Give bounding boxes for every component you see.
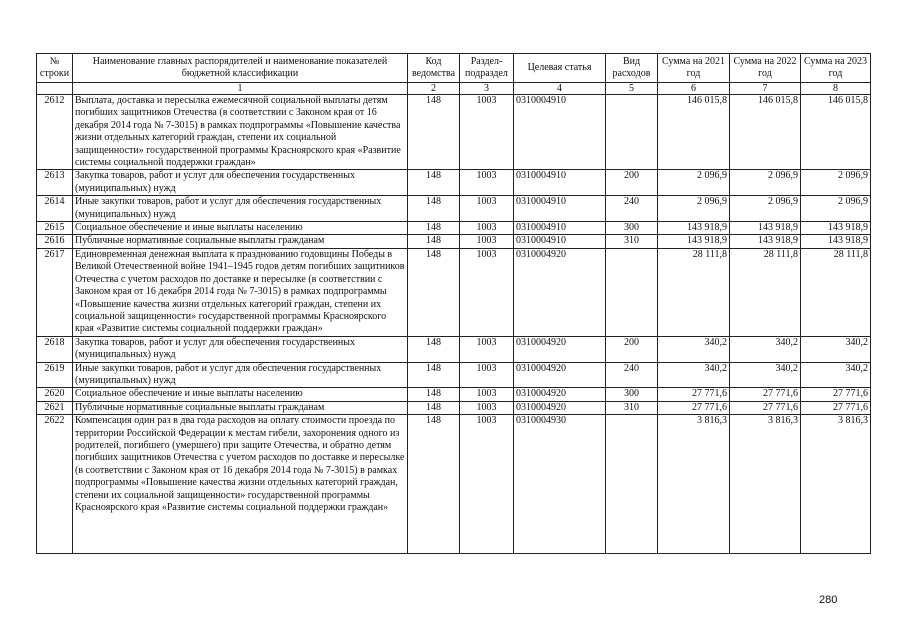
column-number: 6 — [658, 83, 730, 95]
sum-2023: 3 816,3 — [801, 415, 871, 554]
row-name: Закупка товаров, работ и услуг для обеспечения государственных (муниципальных) нужд — [73, 170, 408, 196]
sum-2023: 340,2 — [801, 336, 871, 362]
sum-2022: 340,2 — [730, 336, 801, 362]
section-code: 1003 — [460, 388, 514, 401]
budget-table — [36, 53, 871, 554]
row-name: Социальное обеспечение и иные выплаты населению — [73, 388, 408, 401]
header-sum-2021: Сумма на 2021 год — [658, 54, 730, 83]
table-row — [37, 362, 871, 388]
sum-2022: 27 771,6 — [730, 401, 801, 414]
column-number: 1 — [73, 83, 408, 95]
line-number: 2616 — [37, 235, 73, 248]
expense-type: 300 — [606, 388, 658, 401]
line-number: 2618 — [37, 336, 73, 362]
expense-type — [606, 415, 658, 554]
sum-2023: 2 096,9 — [801, 170, 871, 196]
sum-2022: 27 771,6 — [730, 388, 801, 401]
header-section: Раздел-подраздел — [460, 54, 514, 83]
table-row — [37, 196, 871, 222]
row-name: Единовременная денежная выплата к празднованию годовщины Победы в Великой Отечественной войне 1941–1945 годов детям погибших защитников Отечества с учетом расходов по доставке и пересылке (в соответствии с Законом края от 16 декабря 2014 года № 7-3015) в рамках подпрограммы «Повышение качества жизни отдельных категорий граждан, степени их социальной защищенности» государственной программы Красноярского края «Развитие системы социальной поддержки граждан» — [73, 248, 408, 336]
column-number-row — [37, 83, 871, 95]
sum-2023: 143 918,9 — [801, 222, 871, 235]
row-name: Компенсация один раз в два года расходов на оплату стоимости проезда по территории Российской Федерации к местам гибели, захоронения одного из родителей, погибшего (умершего) при защите Отечества, и обратно детям погибших защитников Отечества с учетом расходов по доставке и пересылке (в соответствии с Законом края от 16 декабря 2014 года № 7-3015) в рамках подпрограммы «Повышение качества жизни отдельных категорий граждан, степени их социальной защищенности» государственной программы Красноярского края «Развитие системы социальной поддержки граждан» — [73, 415, 408, 554]
row-name: Социальное обеспечение и иные выплаты населению — [73, 222, 408, 235]
header-sum-2022: Сумма на 2022 год — [730, 54, 801, 83]
dept-code: 148 — [408, 222, 460, 235]
target-item: 0310004930 — [514, 415, 606, 554]
expense-type: 310 — [606, 401, 658, 414]
section-code: 1003 — [460, 170, 514, 196]
line-number: 2612 — [37, 95, 73, 170]
line-number: 2614 — [37, 196, 73, 222]
section-code: 1003 — [460, 235, 514, 248]
header-line-no: № строки — [37, 54, 73, 83]
sum-2021: 340,2 — [658, 336, 730, 362]
column-number: 3 — [460, 83, 514, 95]
sum-2023: 27 771,6 — [801, 388, 871, 401]
target-item: 0310004910 — [514, 170, 606, 196]
line-number: 2622 — [37, 415, 73, 554]
column-number: 7 — [730, 83, 801, 95]
target-item: 0310004910 — [514, 222, 606, 235]
line-number: 2621 — [37, 401, 73, 414]
sum-2022: 2 096,9 — [730, 170, 801, 196]
line-number: 2615 — [37, 222, 73, 235]
sum-2022: 146 015,8 — [730, 95, 801, 170]
sum-2022: 143 918,9 — [730, 222, 801, 235]
expense-type: 200 — [606, 170, 658, 196]
header-target-item: Целевая статья — [514, 54, 606, 83]
column-number: 5 — [606, 83, 658, 95]
sum-2021: 27 771,6 — [658, 388, 730, 401]
target-item: 0310004920 — [514, 401, 606, 414]
page-number: 280 — [819, 594, 838, 606]
section-code: 1003 — [460, 95, 514, 170]
dept-code: 148 — [408, 95, 460, 170]
target-item: 0310004910 — [514, 196, 606, 222]
sum-2022: 143 918,9 — [730, 235, 801, 248]
section-code: 1003 — [460, 401, 514, 414]
target-item: 0310004920 — [514, 336, 606, 362]
dept-code: 148 — [408, 415, 460, 554]
dept-code: 148 — [408, 336, 460, 362]
sum-2022: 28 111,8 — [730, 248, 801, 336]
sum-2021: 2 096,9 — [658, 170, 730, 196]
row-name: Иные закупки товаров, работ и услуг для обеспечения государственных (муниципальных) нужд — [73, 196, 408, 222]
sum-2022: 340,2 — [730, 362, 801, 388]
column-number: 2 — [408, 83, 460, 95]
expense-type: 200 — [606, 336, 658, 362]
sum-2021: 143 918,9 — [658, 235, 730, 248]
line-number: 2613 — [37, 170, 73, 196]
dept-code: 148 — [408, 170, 460, 196]
dept-code: 148 — [408, 401, 460, 414]
target-item: 0310004920 — [514, 362, 606, 388]
header-name: Наименование главных распорядителей и наименование показателей бюджетной классификации — [73, 54, 408, 83]
column-number: 8 — [801, 83, 871, 95]
table-row — [37, 235, 871, 248]
dept-code: 148 — [408, 196, 460, 222]
dept-code: 148 — [408, 248, 460, 336]
column-number: 4 — [514, 83, 606, 95]
dept-code: 148 — [408, 362, 460, 388]
table-row — [37, 222, 871, 235]
section-code: 1003 — [460, 222, 514, 235]
table-row — [37, 401, 871, 414]
sum-2022: 3 816,3 — [730, 415, 801, 554]
line-number: 2620 — [37, 388, 73, 401]
row-name: Публичные нормативные социальные выплаты гражданам — [73, 235, 408, 248]
dept-code: 148 — [408, 235, 460, 248]
table-row — [37, 415, 871, 554]
expense-type — [606, 95, 658, 170]
target-item: 0310004920 — [514, 388, 606, 401]
sum-2023: 146 015,8 — [801, 95, 871, 170]
table-row — [37, 95, 871, 170]
section-code: 1003 — [460, 415, 514, 554]
target-item: 0310004910 — [514, 235, 606, 248]
target-item: 0310004910 — [514, 95, 606, 170]
header-sum-2023: Сумма на 2023 год — [801, 54, 871, 83]
row-name: Закупка товаров, работ и услуг для обеспечения государственных (муниципальных) нужд — [73, 336, 408, 362]
sum-2023: 2 096,9 — [801, 196, 871, 222]
sum-2023: 28 111,8 — [801, 248, 871, 336]
sum-2022: 2 096,9 — [730, 196, 801, 222]
sum-2021: 28 111,8 — [658, 248, 730, 336]
target-item: 0310004920 — [514, 248, 606, 336]
section-code: 1003 — [460, 336, 514, 362]
sum-2021: 340,2 — [658, 362, 730, 388]
table-row — [37, 248, 871, 336]
sum-2023: 340,2 — [801, 362, 871, 388]
header-dept-code: Код ведомства — [408, 54, 460, 83]
header-expense-type: Вид расходов — [606, 54, 658, 83]
sum-2021: 27 771,6 — [658, 401, 730, 414]
row-name: Иные закупки товаров, работ и услуг для обеспечения государственных (муниципальных) нужд — [73, 362, 408, 388]
sum-2021: 143 918,9 — [658, 222, 730, 235]
expense-type: 240 — [606, 362, 658, 388]
expense-type — [606, 248, 658, 336]
section-code: 1003 — [460, 362, 514, 388]
table-row — [37, 336, 871, 362]
row-name: Выплата, доставка и пересылка ежемесячной социальной выплаты детям погибших защитников Отечества (в соответствии с Законом края от 16 декабря 2014 года № 7-3015) в рамках подпрограммы «Повышение качества жизни отдельных категорий граждан, степени их социальной защищенности» государственной программы Красноярского края «Развитие системы социальной поддержки граждан» — [73, 95, 408, 170]
column-number-blank — [37, 83, 73, 95]
expense-type: 300 — [606, 222, 658, 235]
sum-2023: 143 918,9 — [801, 235, 871, 248]
section-code: 1003 — [460, 196, 514, 222]
sum-2021: 146 015,8 — [658, 95, 730, 170]
table-row — [37, 170, 871, 196]
line-number: 2619 — [37, 362, 73, 388]
dept-code: 148 — [408, 388, 460, 401]
sum-2023: 27 771,6 — [801, 401, 871, 414]
row-name: Публичные нормативные социальные выплаты гражданам — [73, 401, 408, 414]
section-code: 1003 — [460, 248, 514, 336]
sum-2021: 2 096,9 — [658, 196, 730, 222]
expense-type: 240 — [606, 196, 658, 222]
line-number: 2617 — [37, 248, 73, 336]
sum-2021: 3 816,3 — [658, 415, 730, 554]
table-row — [37, 388, 871, 401]
expense-type: 310 — [606, 235, 658, 248]
